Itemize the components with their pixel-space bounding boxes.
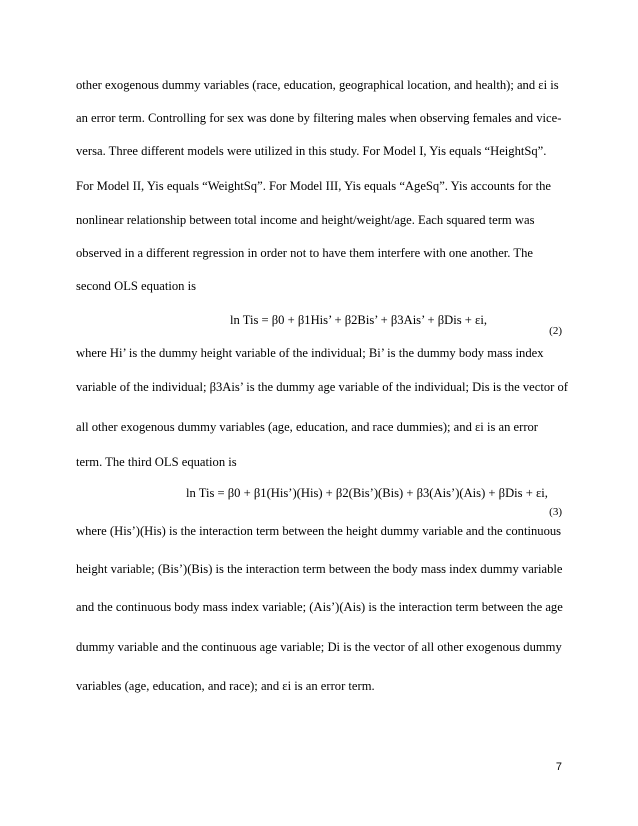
text-line: an error term. Controlling for sex was done by filtering males when observing females and vice- <box>76 111 562 125</box>
text-line: For Model II, Yis equals “WeightSq”. For Model III, Yis equals “AgeSq”. Yis accounts for the <box>76 179 552 193</box>
text-line: height variable; (Bis’)(Bis) is the interaction term between the body mass index dummy variable <box>76 562 563 576</box>
text-line: nonlinear relationship between total income and height/weight/age. Each squared term was <box>76 213 535 227</box>
text-line: and the continuous body mass index variable; (Ais’)(Ais) is the interaction term between the age <box>76 600 563 614</box>
equation-3: ln Tis = β0 + β1(His’)(His) + β2(Bis’)(Bis) + β3(Ais’)(Ais) + βDis + εi, <box>186 486 548 500</box>
text-line: term. The third OLS equation is <box>76 455 237 469</box>
text-line: versa. Three different models were utilized in this study. For Model I, Yis equals “HeightSq”. <box>76 144 547 158</box>
equation-3-number: (3) <box>549 506 562 518</box>
text-line: dummy variable and the continuous age variable; Di is the vector of all other exogenous dummy <box>76 640 562 654</box>
page-number: 7 <box>555 761 562 773</box>
text-line: variables (age, education, and race); and εi is an error term. <box>76 679 375 693</box>
text-line: second OLS equation is <box>76 279 196 293</box>
text-line: all other exogenous dummy variables (age, education, and race dummies); and εi is an error <box>76 420 539 434</box>
equation-2: ln Tis = β0 + β1His’ + β2Bis’ + β3Ais’ + βDis + εi, <box>230 313 487 327</box>
text-line: where Hi’ is the dummy height variable of the individual; Bi’ is the dummy body mass index <box>76 346 544 360</box>
text-line: observed in a different regression in order not to have them interfere with one another. The <box>76 246 533 260</box>
equation-2-number: (2) <box>549 325 562 337</box>
text-line: where (His’)(His) is the interaction term between the height dummy variable and the continuous <box>76 524 562 538</box>
text-line: other exogenous dummy variables (race, education, geographical location, and health); and εi is <box>76 78 559 92</box>
text-line: variable of the individual; β3Ais’ is the dummy age variable of the individual; Dis is the vector of <box>76 380 568 394</box>
